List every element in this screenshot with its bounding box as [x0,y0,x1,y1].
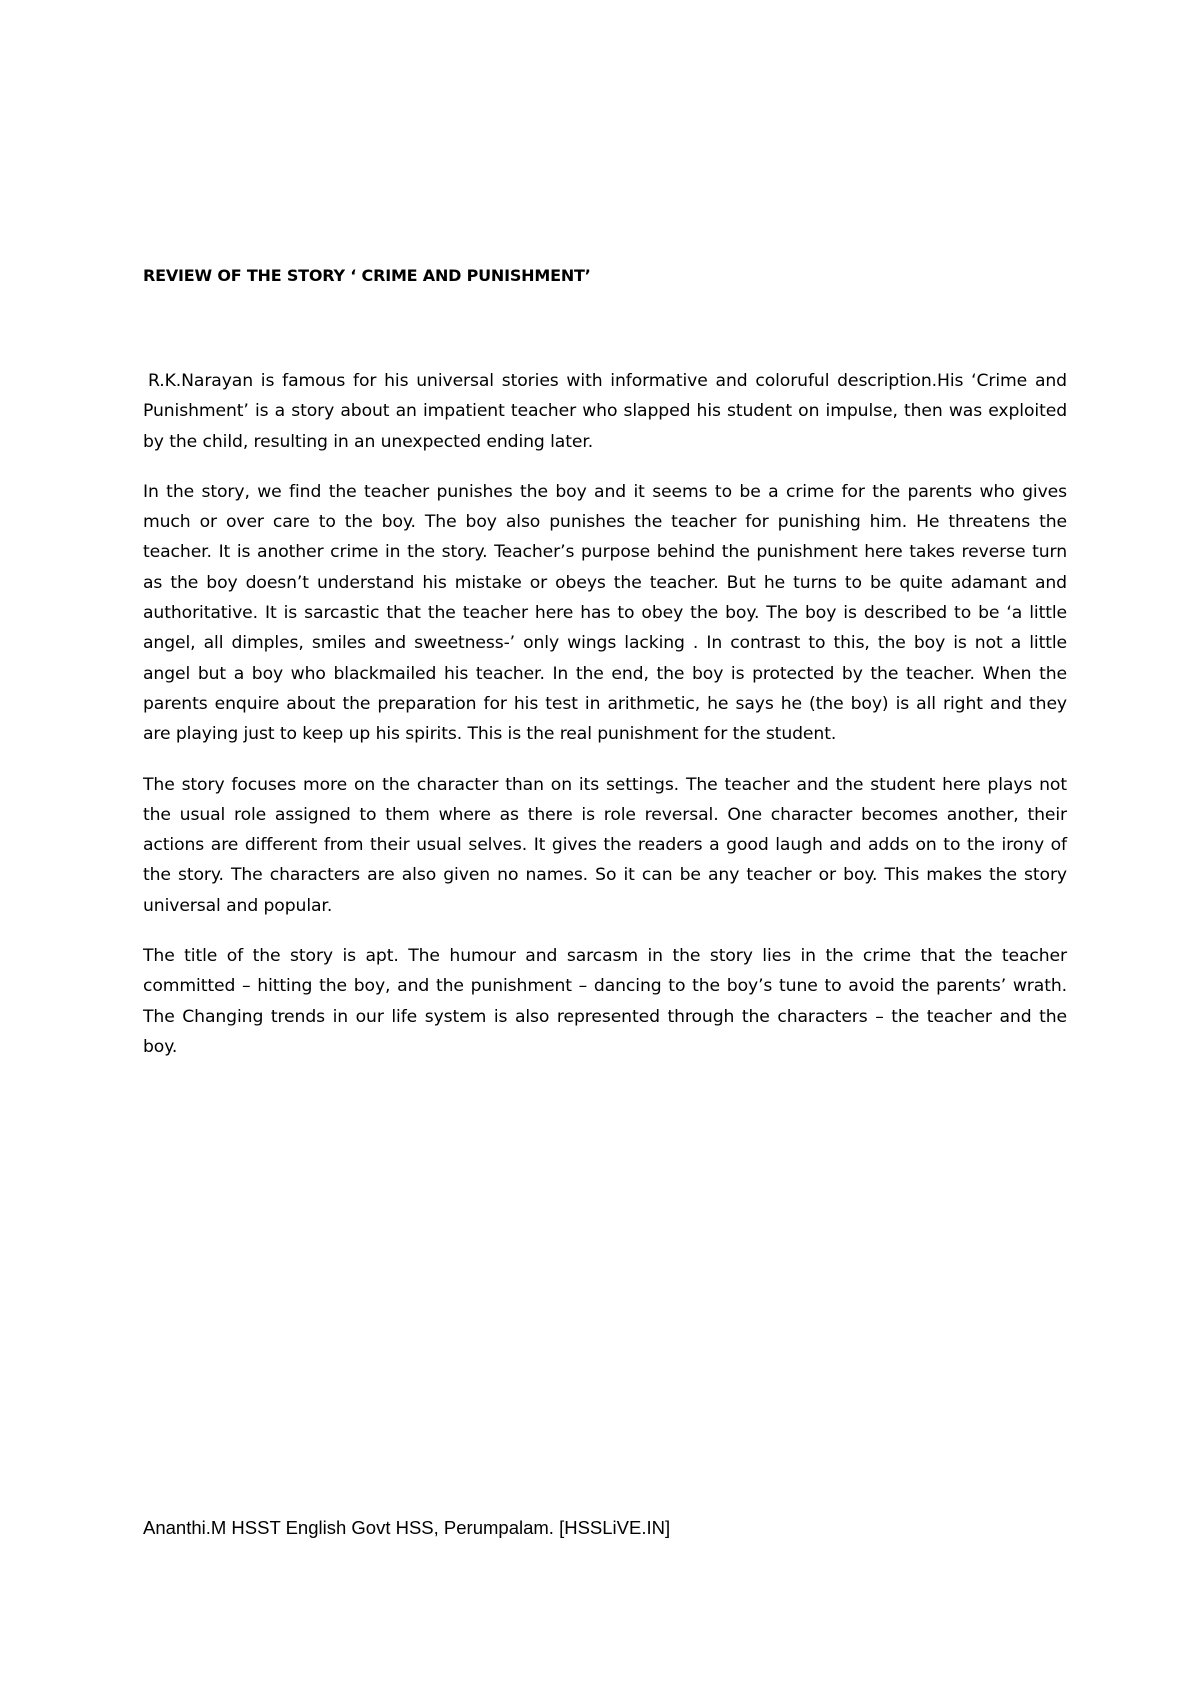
paragraph-title-analysis: The title of the story is apt. The humour and sarcasm in the story lies in the crime that the teacher committed – hitting the boy, and the punishment – dancing to the boy’s tune to avoid the parents’ wrath. The Changing trends in our life system is also represented through the characters – the teacher and the boy. [143,946,1067,1057]
document-footer: Ananthi.M HSST English Govt HSS, Perumpalam. [HSSLiVE.IN] [143,1517,671,1538]
paragraph-character-focus: The story focuses more on the character than on its settings. The teacher and the student here plays not the usual role assigned to them where as there is role reversal. One character becomes another, their actions are different from their usual selves. It gives the readers a good laugh and adds on to the irony of the story. The characters are also given no names. So it can be any teacher or boy. This makes the story universal and popular. [143,774,1067,916]
paragraph-intro: R.K.Narayan is famous for his universal stories with informative and coloruful description.His ‘Crime and Punishment’ is a story about an impatient teacher who slapped his student on impulse, then was exploited by the child, resulting in an unexpected ending later. [143,371,1067,452]
document-title: REVIEW OF THE STORY ‘ CRIME AND PUNISHMENT’ [143,266,591,285]
document-body [143,366,1067,1082]
paragraph-crime-analysis: In the story, we find the teacher punishes the boy and it seems to be a crime for the parents who gives much or over care to the boy. The boy also punishes the teacher for punishing him. He threatens the teacher. It is another crime in the story. Teacher’s purpose behind the punishment here takes reverse turn as the boy doesn’t understand his mistake or obeys the teacher. But he turns to be quite adamant and authoritative. It is sarcastic that the teacher here has to obey the boy. The boy is described to be ‘a little angel, all dimples, smiles and sweetness-’ only wings lacking . In contrast to this, the boy is not a little angel but a boy who blackmailed his teacher. In the end, the boy is protected by the teacher. When the parents enquire about the preparation for his test in arithmetic, he says he (the boy) is all right and they are playing just to keep up his spirits. This is the real punishment for the student. [143,481,1067,745]
